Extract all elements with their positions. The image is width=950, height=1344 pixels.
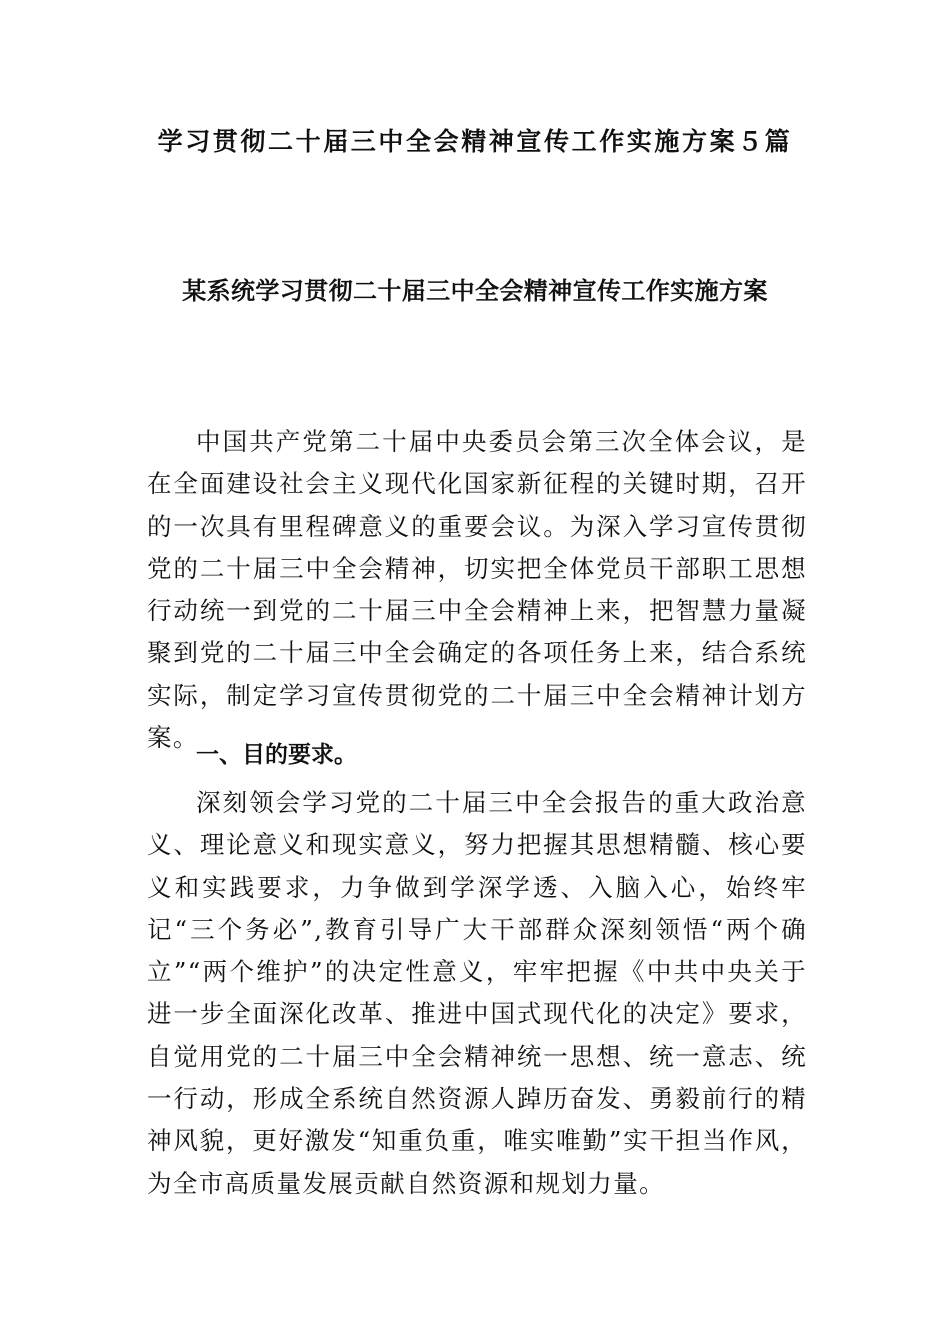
document-title: 学习贯彻二十届三中全会精神宣传工作实施方案５篇: [157, 127, 793, 156]
purpose-paragraph: 深刻领会学习党的二十届三中全会报告的重大政治意义、理论意义和现实意义，努力把握其思想精髓、核心要义和实践要求，力争做到学深学透、入脑入心，始终牢记“三个务必”,教育引导广大干部群众深刻领悟“两个确立”“两个维护”的决定性意义，牢牢把握《中共中央关于进一步全面深化改革、推进中国式现代化的决定》要求，自觉用党的二十届三中全会精神统一思想、统一意志、统一行动，形成全系统自然资源人踔历奋发、勇毅前行的精神风貌，更好激发“知重负重，唯实唯勤”实干担当作风，为全市高质量发展贡献自然资源和规划力量。: [147, 788, 807, 1198]
intro-paragraph: 中国共产党第二十届中央委员会第三次全体会议，是在全面建设社会主义现代化国家新征程的关键时期，召开的一次具有里程碑意义的重要会议。为深入学习宣传贯彻党的二十届三中全会精神，切实把全体党员干部职工思想行动统一到党的二十届三中全会精神上来，把智慧力量凝聚到党的二十届三中全会确定的各项任务上来，结合系统实际，制定学习宣传贯彻党的二十届三中全会精神计划方案。: [147, 427, 807, 753]
plan-title: 某系统学习贯彻二十届三中全会精神宣传工作实施方案: [182, 277, 768, 305]
section-heading-purpose: 一、目的要求。: [196, 742, 357, 768]
